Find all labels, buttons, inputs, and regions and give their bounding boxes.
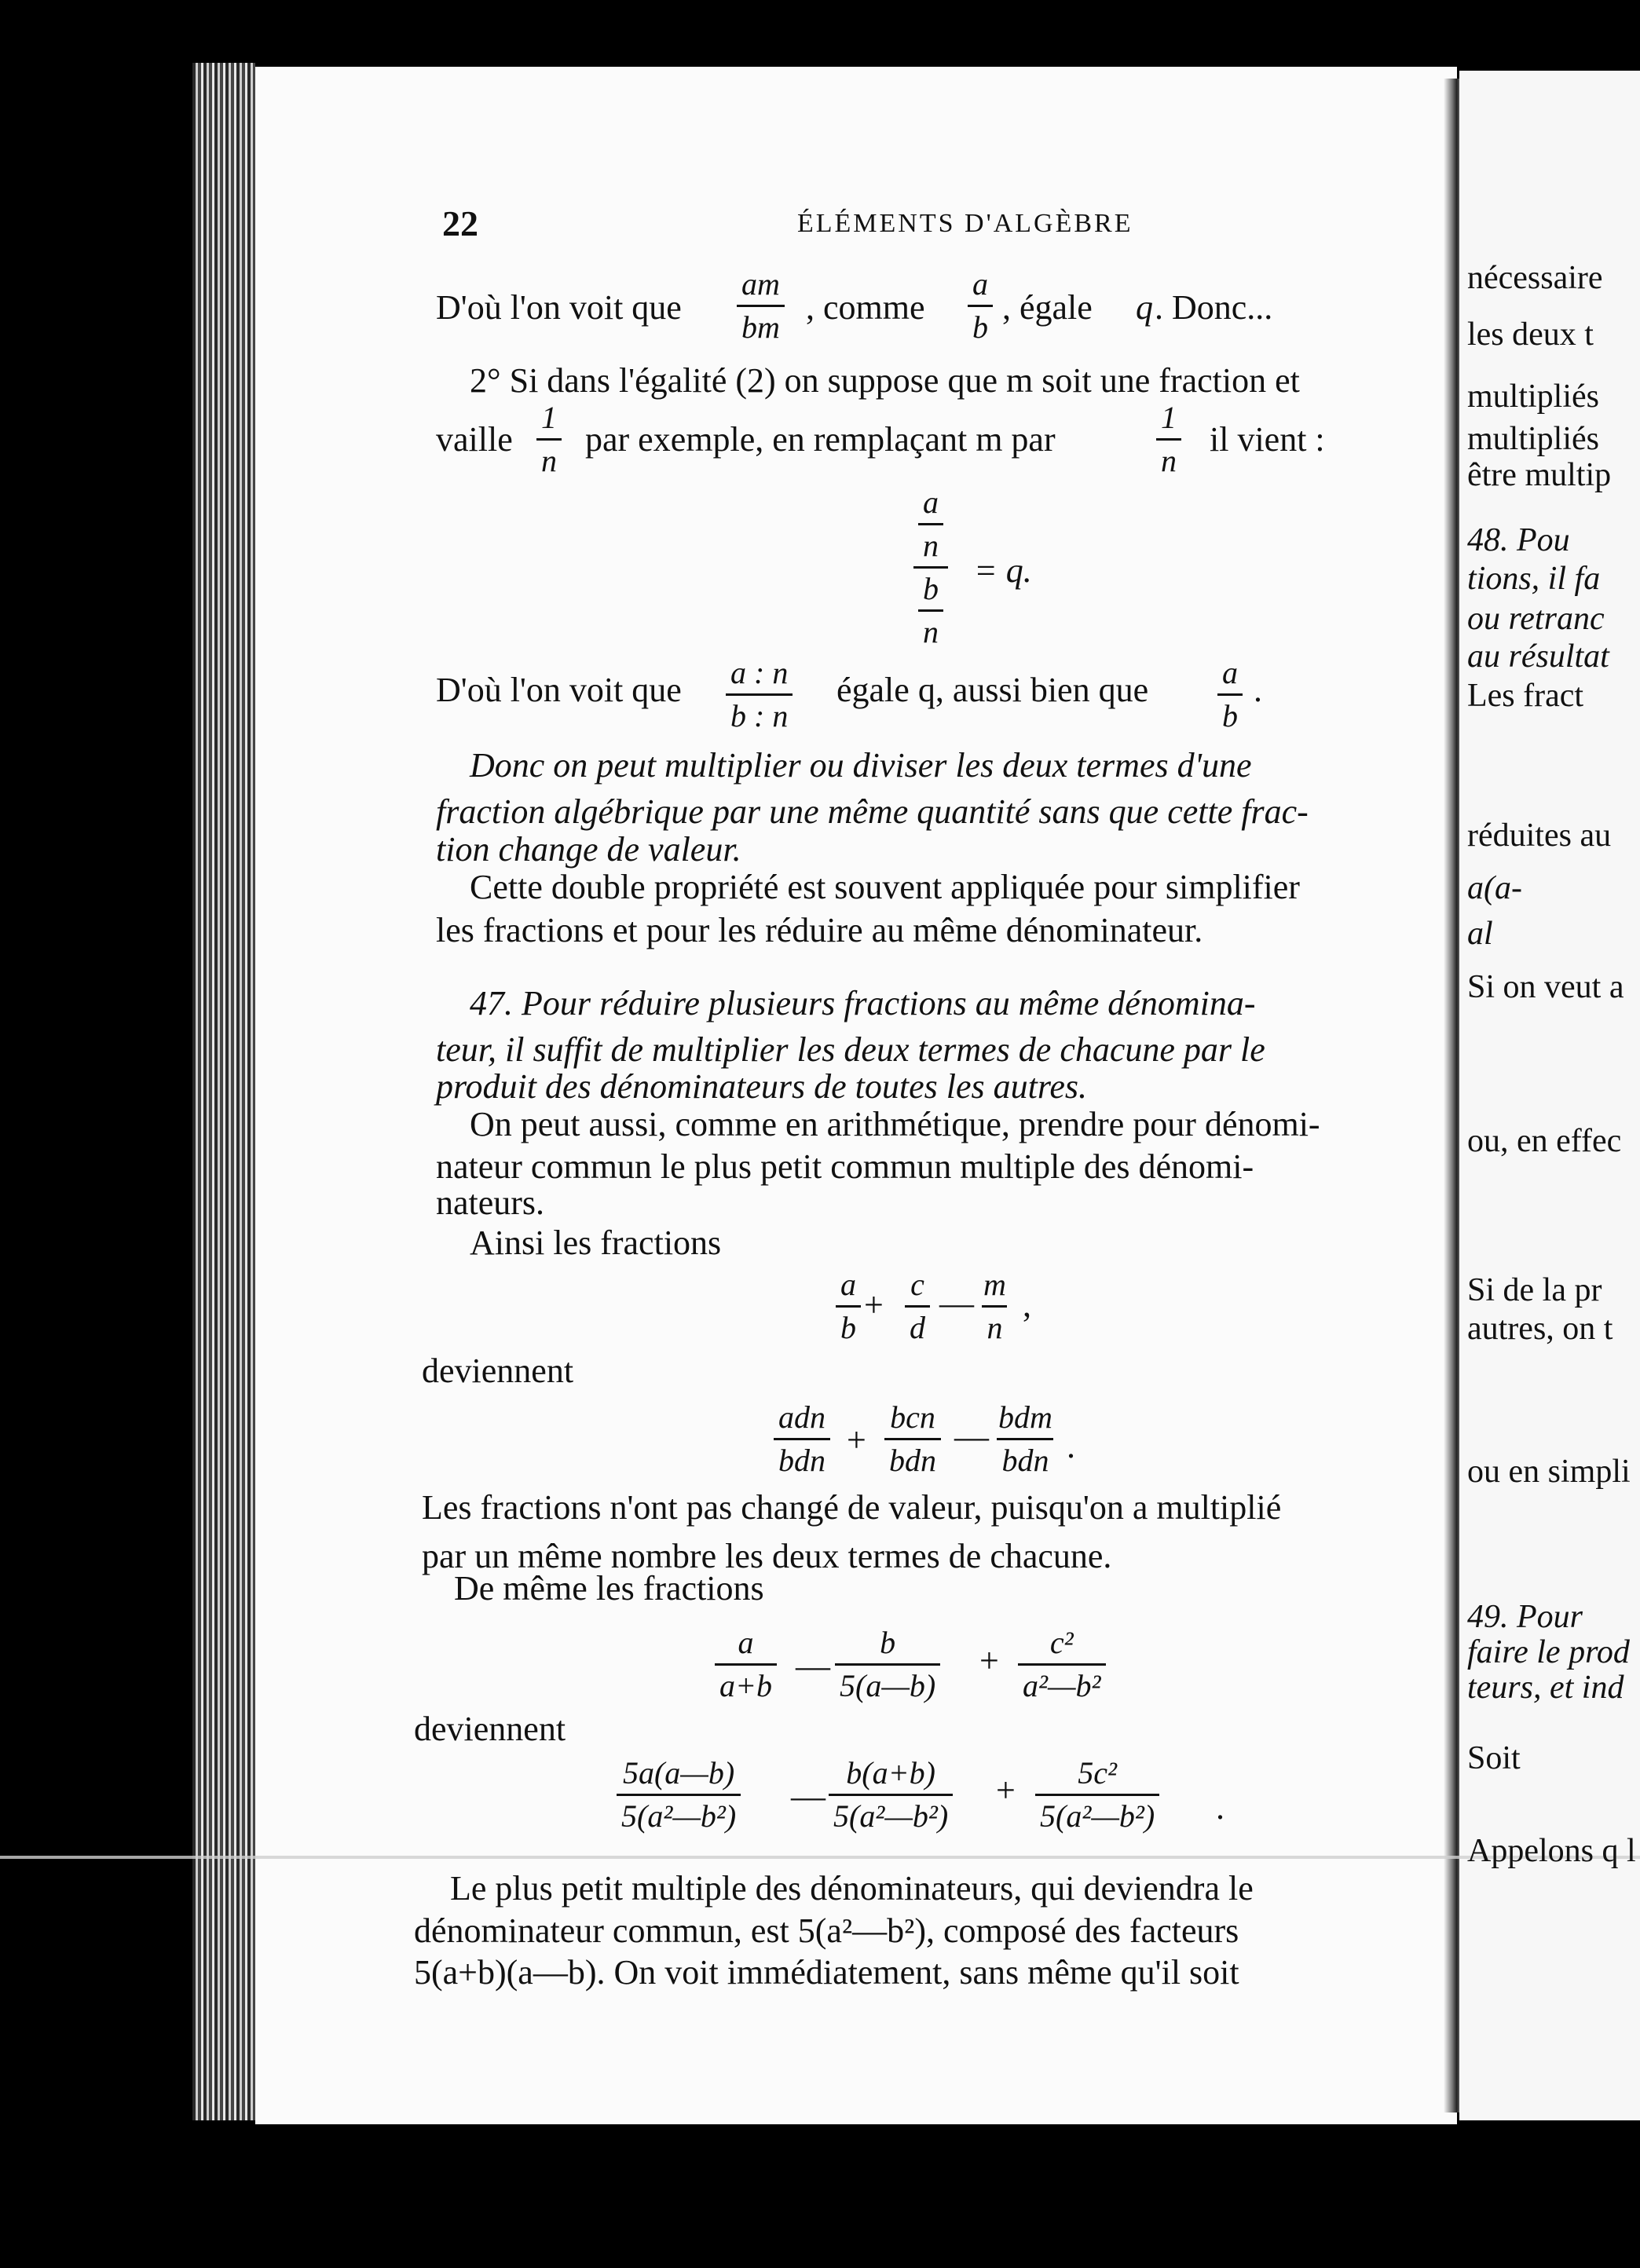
numerator: 5a(a—b): [622, 1755, 735, 1791]
numerator: 5c²: [1078, 1755, 1117, 1791]
math-operator: —: [939, 1284, 974, 1322]
math-operator: +: [864, 1286, 884, 1324]
text-line: tion change de valeur.: [436, 830, 741, 869]
right-page-fragment: ou retranc: [1467, 601, 1605, 637]
denominator: b: [968, 305, 993, 345]
text-line: D'où l'on voit que: [436, 288, 682, 327]
fraction-bcn-bdn: [884, 1400, 941, 1478]
fraction-m-n: [979, 1268, 1011, 1345]
fraction-1-n: [536, 401, 562, 478]
text-line: teur, il suffit de multiplier les deux termes de chacune par le: [436, 1030, 1265, 1069]
right-page-fragment: multipliés: [1467, 379, 1599, 415]
denominator: b : n: [726, 693, 793, 733]
denominator: n: [982, 1305, 1007, 1345]
text-line: .: [1254, 671, 1262, 709]
denominator: 5(a—b): [835, 1663, 940, 1703]
right-page-fragment: Si de la pr: [1467, 1272, 1602, 1308]
fraction-am-bm: [737, 267, 785, 345]
compound-fraction: [913, 485, 948, 649]
fraction-a-b: [1217, 656, 1243, 733]
right-page-fragment: teurs, et ind: [1467, 1670, 1624, 1706]
denominator: bdn: [774, 1438, 830, 1478]
fraction-bdm-bdn: [994, 1400, 1057, 1478]
numerator: a: [738, 1625, 754, 1660]
denominator: a²—b²: [1018, 1663, 1106, 1703]
book-spine: [192, 63, 255, 2120]
math-operator: ,: [1023, 1286, 1031, 1324]
fraction-a-b: [836, 1268, 861, 1345]
numerator: a: [923, 485, 939, 520]
text-line: D'où l'on voit que: [436, 671, 682, 709]
right-page-fragment: 49. Pour: [1467, 1599, 1583, 1635]
math-text: = q.: [974, 551, 1032, 590]
inner-fraction: [918, 572, 943, 649]
numerator: c: [910, 1267, 924, 1302]
denominator: n: [918, 609, 943, 649]
math-operator: +: [996, 1771, 1016, 1809]
text-line: vaille: [436, 420, 513, 459]
fraction-b-apb: [829, 1756, 953, 1834]
right-page-fragment: Si on veut a: [1467, 969, 1624, 1005]
math-operator: +: [847, 1421, 866, 1459]
fraction-a-b: [968, 267, 993, 345]
right-page-fragment: Les fract: [1467, 678, 1584, 714]
numerator: a: [972, 266, 988, 302]
math-operator: —: [954, 1418, 989, 1456]
denominator: d: [905, 1305, 930, 1345]
right-page-fragment: réduites au: [1467, 818, 1612, 854]
text-line: , égale: [1002, 288, 1093, 327]
right-page-fragment: ou, en effec: [1467, 1123, 1622, 1159]
right-page-fragment: 48. Pou: [1467, 522, 1570, 558]
denominator: a+b: [715, 1663, 777, 1703]
numerator: a : n: [730, 655, 789, 690]
right-page-fragment: Appelons q l: [1467, 1833, 1636, 1869]
denominator: [913, 566, 948, 649]
numerator: b: [923, 571, 939, 606]
numerator: am: [741, 266, 780, 302]
fraction-adn-bdn: [774, 1400, 830, 1478]
right-page-fragment: être multip: [1467, 457, 1612, 493]
scan-artifact-line: [0, 1856, 1640, 1859]
text-line: , comme: [806, 288, 925, 327]
page-number: 22: [442, 203, 478, 243]
denominator: b: [1217, 693, 1243, 733]
math-operator: .: [1216, 1788, 1225, 1827]
denominator: n: [1156, 438, 1181, 478]
text-line: 2° Si dans l'égalité (2) on suppose que m soit une fraction et: [470, 361, 1300, 400]
denominator: bm: [737, 305, 785, 345]
right-page-fragment: les deux t: [1467, 316, 1594, 353]
text-line: De même les fractions: [454, 1569, 764, 1608]
numerator: m: [983, 1267, 1006, 1302]
text-line: les fractions et pour les réduire au même dénominateur.: [436, 911, 1203, 949]
text-line: nateur commun le plus petit commun multiple des dénomi-: [436, 1147, 1254, 1186]
text-line: deviennent: [414, 1710, 566, 1748]
right-page-fragment: au résultat: [1467, 638, 1609, 675]
math-operator: —: [791, 1777, 825, 1816]
text-line: par un même nombre les deux termes de chacune.: [422, 1537, 1112, 1575]
text-line: Ainsi les fractions: [470, 1224, 722, 1262]
text-line: . Donc...: [1155, 288, 1273, 327]
fraction-5c2: [1035, 1756, 1159, 1834]
text-line: On peut aussi, comme en arithmétique, prendre pour dénomi-: [470, 1105, 1320, 1143]
inner-fraction: [918, 485, 943, 563]
text-line: 47. Pour réduire plusieurs fractions au même dénomina-: [470, 984, 1256, 1022]
numerator: a: [1222, 655, 1238, 690]
right-page-fragment: autres, on t: [1467, 1311, 1613, 1347]
text-line: deviennent: [422, 1352, 574, 1390]
denominator: 5(a²—b²): [1035, 1794, 1159, 1834]
right-page-fragment: tions, il fa: [1467, 561, 1601, 597]
denominator: b: [836, 1305, 861, 1345]
text-line: dénominateur commun, est 5(a²—b²), composé des facteurs: [414, 1911, 1239, 1950]
math-operator: +: [979, 1641, 999, 1680]
text-line: 5(a+b)(a—b). On voit immédiatement, sans même qu'il soit: [414, 1953, 1239, 1992]
denominator: 5(a²—b²): [829, 1794, 953, 1834]
denominator: 5(a²—b²): [617, 1794, 741, 1834]
right-page-fragment: faire le prod: [1467, 1634, 1630, 1670]
text-line: il vient :: [1210, 420, 1325, 459]
right-page-fragment: multipliés: [1467, 421, 1599, 457]
denominator: n: [536, 438, 562, 478]
fraction-c-d: [905, 1268, 930, 1345]
numerator: b(a+b): [846, 1755, 935, 1791]
math-operator: .: [1067, 1427, 1075, 1465]
numerator: 1: [1161, 400, 1177, 435]
fraction-c2-a2mb2: [1018, 1626, 1106, 1703]
fraction-5a-amb: [617, 1756, 741, 1834]
denominator: bdn: [997, 1438, 1053, 1478]
denominator: bdn: [884, 1438, 941, 1478]
denominator: n: [918, 523, 943, 563]
right-page-fragment: ou en simpli: [1467, 1454, 1631, 1490]
fraction-b-5amb: [835, 1626, 940, 1703]
text-line: produit des dénominateurs de toutes les autres.: [436, 1067, 1087, 1106]
math-var: q: [1136, 288, 1153, 327]
text-line: par exemple, en remplaçant m par: [585, 420, 1056, 459]
text-line: égale q, aussi bien que: [836, 671, 1149, 709]
fraction-an-bn: [726, 656, 793, 733]
numerator: bdm: [998, 1399, 1052, 1435]
text-line: Donc on peut multiplier ou diviser les deux termes d'une: [470, 746, 1252, 785]
numerator: c²: [1049, 1625, 1074, 1660]
text-line: Le plus petit multiple des dénominateurs, qui deviendra le: [450, 1869, 1254, 1908]
numerator: bcn: [890, 1399, 935, 1435]
running-title: ÉLÉMENTS D'ALGÈBRE: [797, 209, 1133, 238]
right-page-fragment: al: [1467, 916, 1493, 952]
fraction-1-n: [1156, 401, 1181, 478]
math-operator: —: [796, 1647, 830, 1685]
text-line: Les fractions n'ont pas changé de valeur, puisqu'on a multiplié: [422, 1488, 1282, 1527]
right-page-fragment: nécessaire: [1467, 260, 1603, 296]
text-line: Cette double propriété est souvent appliquée pour simplifier: [470, 868, 1300, 906]
numerator: adn: [778, 1399, 825, 1435]
right-page-fragment: a(a-: [1467, 870, 1522, 906]
numerator: [913, 485, 948, 566]
text-line: nateurs.: [436, 1183, 545, 1222]
numerator: b: [880, 1625, 896, 1660]
numerator: 1: [541, 400, 557, 435]
numerator: a: [840, 1267, 856, 1302]
right-page-fragment: Soit: [1467, 1740, 1521, 1776]
fraction-a-apb: [715, 1626, 777, 1703]
text-line: fraction algébrique par une même quantité sans que cette frac-: [436, 792, 1309, 831]
